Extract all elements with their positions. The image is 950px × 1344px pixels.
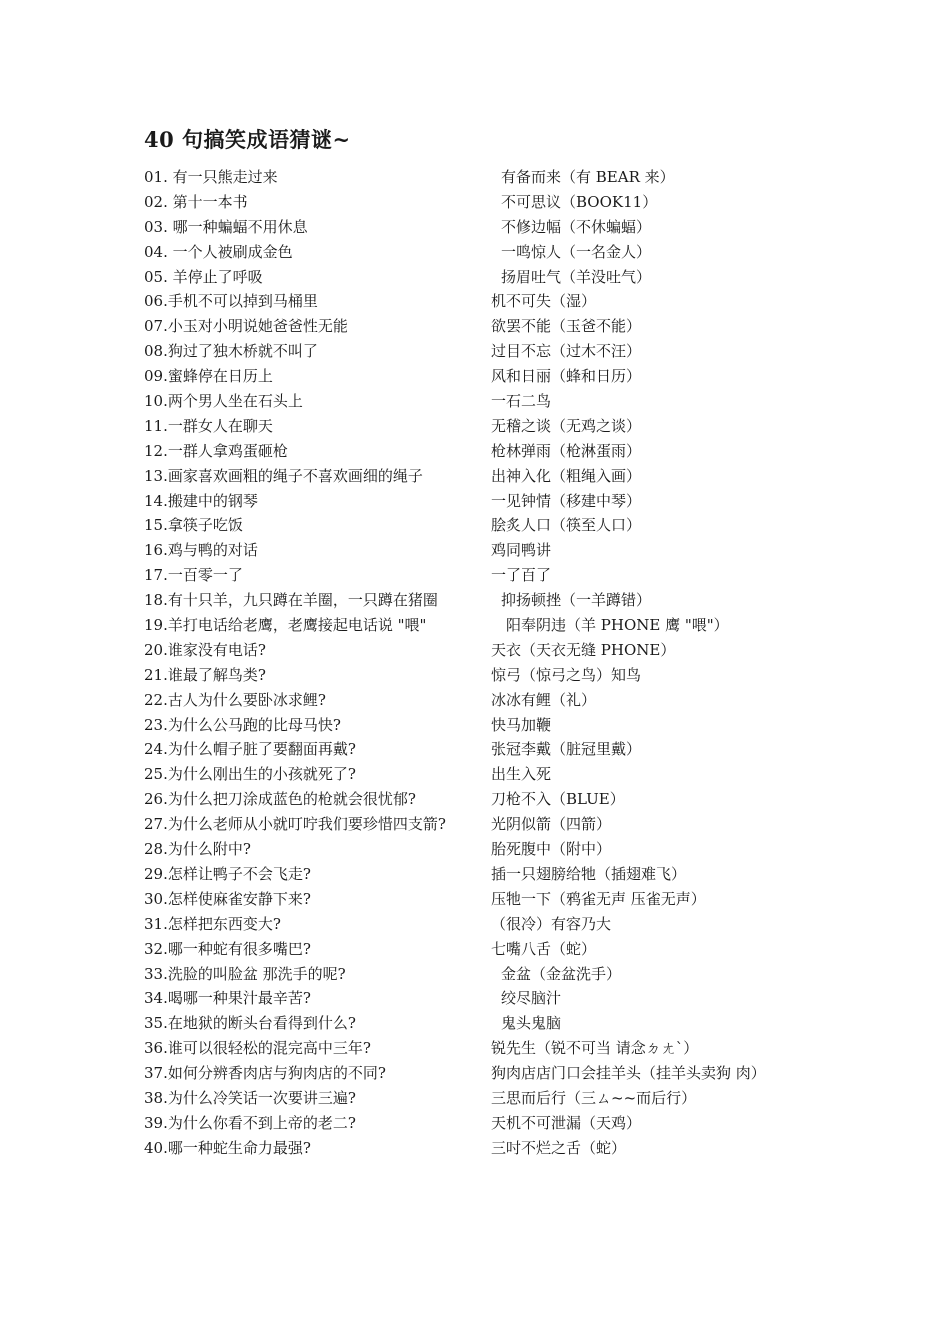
riddle-answer: 一见钟情（移建中琴） xyxy=(491,491,642,510)
riddle-question xyxy=(144,339,318,364)
riddle-row xyxy=(144,489,834,514)
riddle-row xyxy=(144,962,834,987)
riddle-row xyxy=(144,912,834,937)
riddle-question-text: 小玉对小明说她爸爸性无能 xyxy=(167,317,348,336)
riddle-question-text: 羊打电话给老鹰，老鹰接起电话说 "喂" xyxy=(167,616,427,635)
riddle-row xyxy=(144,513,834,538)
riddle-number: 11. xyxy=(144,416,168,435)
riddle-number: 06. xyxy=(144,292,168,311)
riddle-question xyxy=(144,787,416,812)
riddle-answer: 张冠李戴（脏冠里戴） xyxy=(491,740,642,759)
riddle-row xyxy=(144,339,834,364)
riddle-answer: 天机不可泄漏（天鸡） xyxy=(491,1113,642,1132)
riddle-question-text: 怎样让鸭子不会飞走? xyxy=(167,864,311,883)
riddle-question xyxy=(144,737,356,762)
riddle-number: 23. xyxy=(144,715,168,734)
riddle-answer: 过目不忘（过木不汪） xyxy=(491,342,642,361)
riddle-question xyxy=(144,887,311,912)
riddle-question xyxy=(144,837,251,862)
riddle-answer: 三思而后行（三ㄙ~~而后行） xyxy=(491,1088,697,1107)
riddle-number: 21. xyxy=(144,665,168,684)
riddle-answer: 枪林弹雨（枪淋蛋雨） xyxy=(491,441,642,460)
riddle-number: 19. xyxy=(144,616,168,635)
riddle-answer: 快马加鞭 xyxy=(491,715,552,734)
riddle-answer: 天衣（天衣无缝 PHONE） xyxy=(491,640,676,659)
riddle-row xyxy=(144,713,834,738)
riddle-row xyxy=(144,613,834,638)
riddle-answer: 一了百了 xyxy=(491,566,552,585)
riddle-question-text: 喝哪一种果汁最辛苦? xyxy=(167,989,311,1008)
riddle-number: 14. xyxy=(144,491,168,510)
riddle-number: 39. xyxy=(144,1113,168,1132)
riddle-number: 01. xyxy=(144,168,168,186)
riddle-question-text: 为什么把刀涂成蓝色的枪就会很忧郁? xyxy=(167,790,416,809)
riddle-question-text: 为什么冷笑话一次要讲三遍? xyxy=(167,1088,356,1107)
riddle-answer: 机不可失（湿） xyxy=(491,292,597,311)
riddle-question-text: 为什么帽子脏了要翻面再戴? xyxy=(167,740,356,759)
riddle-question-text: 为什么老师从小就叮咛我们要珍惜四支箭? xyxy=(167,815,446,834)
riddle-question-text: 一百零一了 xyxy=(167,566,243,585)
riddle-answer: 脍炙人口（筷至人口） xyxy=(491,516,642,535)
riddle-answer: 抑扬顿挫（一羊蹲错） xyxy=(501,591,652,610)
riddle-answer: 出神入化（粗绳入画） xyxy=(491,466,642,485)
riddle-row xyxy=(144,787,834,812)
riddle-question-text: 两个男人坐在石头上 xyxy=(167,392,303,411)
riddle-number: 24. xyxy=(144,740,168,759)
riddle-number: 18. xyxy=(144,591,168,610)
riddle-answer: 锐先生（锐不可当 请念ㄉㄤˋ） xyxy=(491,1039,699,1058)
riddle-number: 25. xyxy=(144,765,168,784)
riddle-question xyxy=(144,165,278,190)
riddle-question xyxy=(144,762,356,787)
riddle-question-text: 为什么刚出生的小孩就死了? xyxy=(167,765,356,784)
riddle-question-text: 哪一种蛇生命力最强? xyxy=(167,1138,311,1157)
riddle-answer: 惊弓（惊弓之鸟）知鸟 xyxy=(491,665,642,684)
riddle-question xyxy=(144,912,281,937)
riddle-answer: 刀枪不入（BLUE） xyxy=(491,790,625,809)
riddle-number: 03. xyxy=(144,217,168,236)
riddle-answer: 三吋不烂之舌（蛇） xyxy=(491,1138,627,1157)
riddle-question xyxy=(144,1136,311,1161)
riddle-row xyxy=(144,837,834,862)
riddle-row xyxy=(144,1086,834,1111)
riddle-number: 32. xyxy=(144,939,168,958)
riddle-number: 09. xyxy=(144,367,168,386)
riddle-row xyxy=(144,389,834,414)
riddle-question xyxy=(144,265,263,290)
riddle-row xyxy=(144,1011,834,1036)
riddle-question xyxy=(144,1011,356,1036)
riddle-number: 22. xyxy=(144,690,168,709)
riddle-question-text: 在地狱的断头台看得到什么? xyxy=(167,1014,356,1033)
riddle-number: 20. xyxy=(144,640,168,659)
riddle-answer: 七嘴八舌（蛇） xyxy=(491,939,597,958)
riddle-row xyxy=(144,190,834,215)
riddle-number: 16. xyxy=(144,541,168,560)
riddle-question-text: 一个人被刷成金色 xyxy=(167,242,293,261)
riddle-number: 36. xyxy=(144,1039,168,1058)
riddle-row xyxy=(144,762,834,787)
riddle-row xyxy=(144,1061,834,1086)
page-title: 40 句搞笑成语猜谜~ xyxy=(144,127,351,152)
riddle-answer: 阳奉阴违（羊 PHONE 鹰 "喂"） xyxy=(506,616,729,635)
riddle-question xyxy=(144,862,311,887)
riddle-question xyxy=(144,937,311,962)
riddle-question xyxy=(144,513,243,538)
riddle-number: 12. xyxy=(144,441,168,460)
riddle-answer: 欲罢不能（玉爸不能） xyxy=(491,317,642,336)
riddle-list xyxy=(144,165,834,1161)
riddle-number: 17. xyxy=(144,566,168,585)
riddle-question xyxy=(144,962,346,987)
riddle-question xyxy=(144,464,423,489)
riddle-question-text: 拿筷子吃饭 xyxy=(167,516,243,535)
riddle-row xyxy=(144,364,834,389)
riddle-row xyxy=(144,986,834,1011)
riddle-question-text: 怎样使麻雀安静下来? xyxy=(167,889,311,908)
riddle-row xyxy=(144,165,834,190)
riddle-number: 29. xyxy=(144,864,168,883)
riddle-number: 04. xyxy=(144,242,168,261)
riddle-answer: 压牠一下（鸦雀无声 压雀无声） xyxy=(491,889,706,908)
riddle-row xyxy=(144,563,834,588)
riddle-row xyxy=(144,265,834,290)
riddle-number: 40. xyxy=(144,1138,168,1157)
riddle-row xyxy=(144,215,834,240)
riddle-answer: 一石二鸟 xyxy=(491,392,552,411)
riddle-question-text: 怎样把东西变大? xyxy=(167,914,281,933)
riddle-number: 26. xyxy=(144,790,168,809)
riddle-question xyxy=(144,613,426,638)
riddle-question xyxy=(144,638,266,663)
riddle-row xyxy=(144,1036,834,1061)
riddle-answer: 有备而来（有 BEAR 来） xyxy=(501,168,675,186)
riddle-answer: 鸡同鸭讲 xyxy=(491,541,552,560)
riddle-question-text: 如何分辨香肉店与狗肉店的不同? xyxy=(167,1064,386,1083)
riddle-row xyxy=(144,862,834,887)
riddle-answer: 出生入死 xyxy=(491,765,552,784)
riddle-question xyxy=(144,713,341,738)
riddle-question xyxy=(144,489,258,514)
riddle-answer: 狗肉店店门口会挂羊头（挂羊头卖狗 肉） xyxy=(491,1064,766,1083)
riddle-question xyxy=(144,190,248,215)
riddle-question-text: 古人为什么要卧冰求鲤? xyxy=(167,690,326,709)
riddle-answer: 鬼头鬼脑 xyxy=(501,1014,562,1033)
riddle-question-text: 一群女人在聊天 xyxy=(167,416,273,435)
riddle-question-text: 有一只熊走过来 xyxy=(167,168,278,186)
riddle-number: 38. xyxy=(144,1088,168,1107)
riddle-number: 37. xyxy=(144,1064,168,1083)
riddle-number: 27. xyxy=(144,815,168,834)
riddle-question-text: 谁可以很轻松的混完高中三年? xyxy=(167,1039,371,1058)
riddle-question-text: 哪一种蛇有很多嘴巴? xyxy=(167,939,311,958)
riddle-answer: 一鸣惊人（一名金人） xyxy=(501,242,652,261)
riddle-row xyxy=(144,812,834,837)
riddle-row xyxy=(144,240,834,265)
riddle-number: 15. xyxy=(144,516,168,535)
riddle-answer: 风和日丽（蜂和日历） xyxy=(491,367,642,386)
riddle-question xyxy=(144,389,303,414)
riddle-answer: 不修边幅（不休蝙蝠） xyxy=(501,217,652,236)
riddle-question-text: 搬建中的钢琴 xyxy=(167,491,258,510)
riddle-question xyxy=(144,663,266,688)
riddle-question xyxy=(144,1086,356,1111)
riddle-number: 10. xyxy=(144,392,168,411)
riddle-question xyxy=(144,688,326,713)
riddle-answer: 绞尽脑汁 xyxy=(501,989,562,1008)
riddle-number: 34. xyxy=(144,989,168,1008)
riddle-question-text: 有十只羊，九只蹲在羊圈，一只蹲在猪圈 xyxy=(167,591,438,610)
riddle-question xyxy=(144,538,258,563)
riddle-answer: 扬眉吐气（羊没吐气） xyxy=(501,267,652,286)
riddle-row xyxy=(144,638,834,663)
riddle-row xyxy=(144,737,834,762)
riddle-question xyxy=(144,364,273,389)
riddle-answer: （很冷）有容乃大 xyxy=(491,914,612,933)
riddle-question-text: 羊停止了呼吸 xyxy=(167,267,263,286)
riddle-row xyxy=(144,1136,834,1161)
riddle-number: 30. xyxy=(144,889,168,908)
riddle-question-text: 一群人拿鸡蛋砸枪 xyxy=(167,441,288,460)
riddle-answer: 无稽之谈（无鸡之谈） xyxy=(491,416,642,435)
riddle-answer: 插一只翅膀给牠（插翅难飞） xyxy=(491,864,687,883)
riddle-question-text: 哪一种蝙蝠不用休息 xyxy=(167,217,308,236)
riddle-question-text: 洗脸的叫脸盆 那洗手的呢? xyxy=(167,964,346,983)
riddle-question-text: 画家喜欢画粗的绳子不喜欢画细的绳子 xyxy=(167,466,423,485)
riddle-row xyxy=(144,663,834,688)
riddle-answer: 胎死腹中（附中） xyxy=(491,840,612,859)
riddle-row xyxy=(144,887,834,912)
riddle-number: 31. xyxy=(144,914,168,933)
riddle-question xyxy=(144,1036,371,1061)
riddle-number: 35. xyxy=(144,1014,168,1033)
riddle-row xyxy=(144,588,834,613)
riddle-answer: 金盆（金盆洗手） xyxy=(501,964,622,983)
riddle-row xyxy=(144,1111,834,1136)
riddle-question-text: 蜜蜂停在日历上 xyxy=(167,367,273,386)
riddle-question-text: 为什么附中? xyxy=(167,840,251,859)
riddle-number: 07. xyxy=(144,317,168,336)
riddle-number: 08. xyxy=(144,342,168,361)
riddle-row xyxy=(144,538,834,563)
riddle-number: 05. xyxy=(144,267,168,286)
riddle-question-text: 鸡与鸭的对话 xyxy=(167,541,258,560)
riddle-row xyxy=(144,464,834,489)
riddle-number: 13. xyxy=(144,466,168,485)
riddle-number: 02. xyxy=(144,192,168,211)
riddle-row xyxy=(144,289,834,314)
riddle-question xyxy=(144,1111,356,1136)
riddle-question-text: 谁最了解鸟类? xyxy=(167,665,266,684)
riddle-question xyxy=(144,812,446,837)
riddle-question xyxy=(144,314,348,339)
riddle-row xyxy=(144,937,834,962)
riddle-question-text: 狗过了独木桥就不叫了 xyxy=(167,342,318,361)
riddle-answer: 不可思议（BOOK11） xyxy=(501,192,658,211)
riddle-answer: 光阴似箭（四箭） xyxy=(491,815,612,834)
riddle-question xyxy=(144,215,308,240)
riddle-number: 28. xyxy=(144,840,168,859)
riddle-number: 33. xyxy=(144,964,168,983)
riddle-question xyxy=(144,289,318,314)
riddle-row xyxy=(144,688,834,713)
riddle-question xyxy=(144,240,293,265)
riddle-question xyxy=(144,563,243,588)
riddle-answer: 冰冰有鲤（礼） xyxy=(491,690,597,709)
riddle-question xyxy=(144,439,288,464)
riddle-question-text: 为什么你看不到上帝的老二? xyxy=(167,1113,356,1132)
riddle-row xyxy=(144,439,834,464)
riddle-question-text: 谁家没有电话? xyxy=(167,640,266,659)
riddle-question xyxy=(144,1061,386,1086)
riddle-row xyxy=(144,414,834,439)
riddle-question xyxy=(144,414,273,439)
riddle-row xyxy=(144,314,834,339)
riddle-question-text: 手机不可以掉到马桶里 xyxy=(167,292,318,311)
riddle-question-text: 第十一本书 xyxy=(167,192,248,211)
riddle-question xyxy=(144,588,438,613)
riddle-question-text: 为什么公马跑的比母马快? xyxy=(167,715,341,734)
riddle-question xyxy=(144,986,311,1011)
